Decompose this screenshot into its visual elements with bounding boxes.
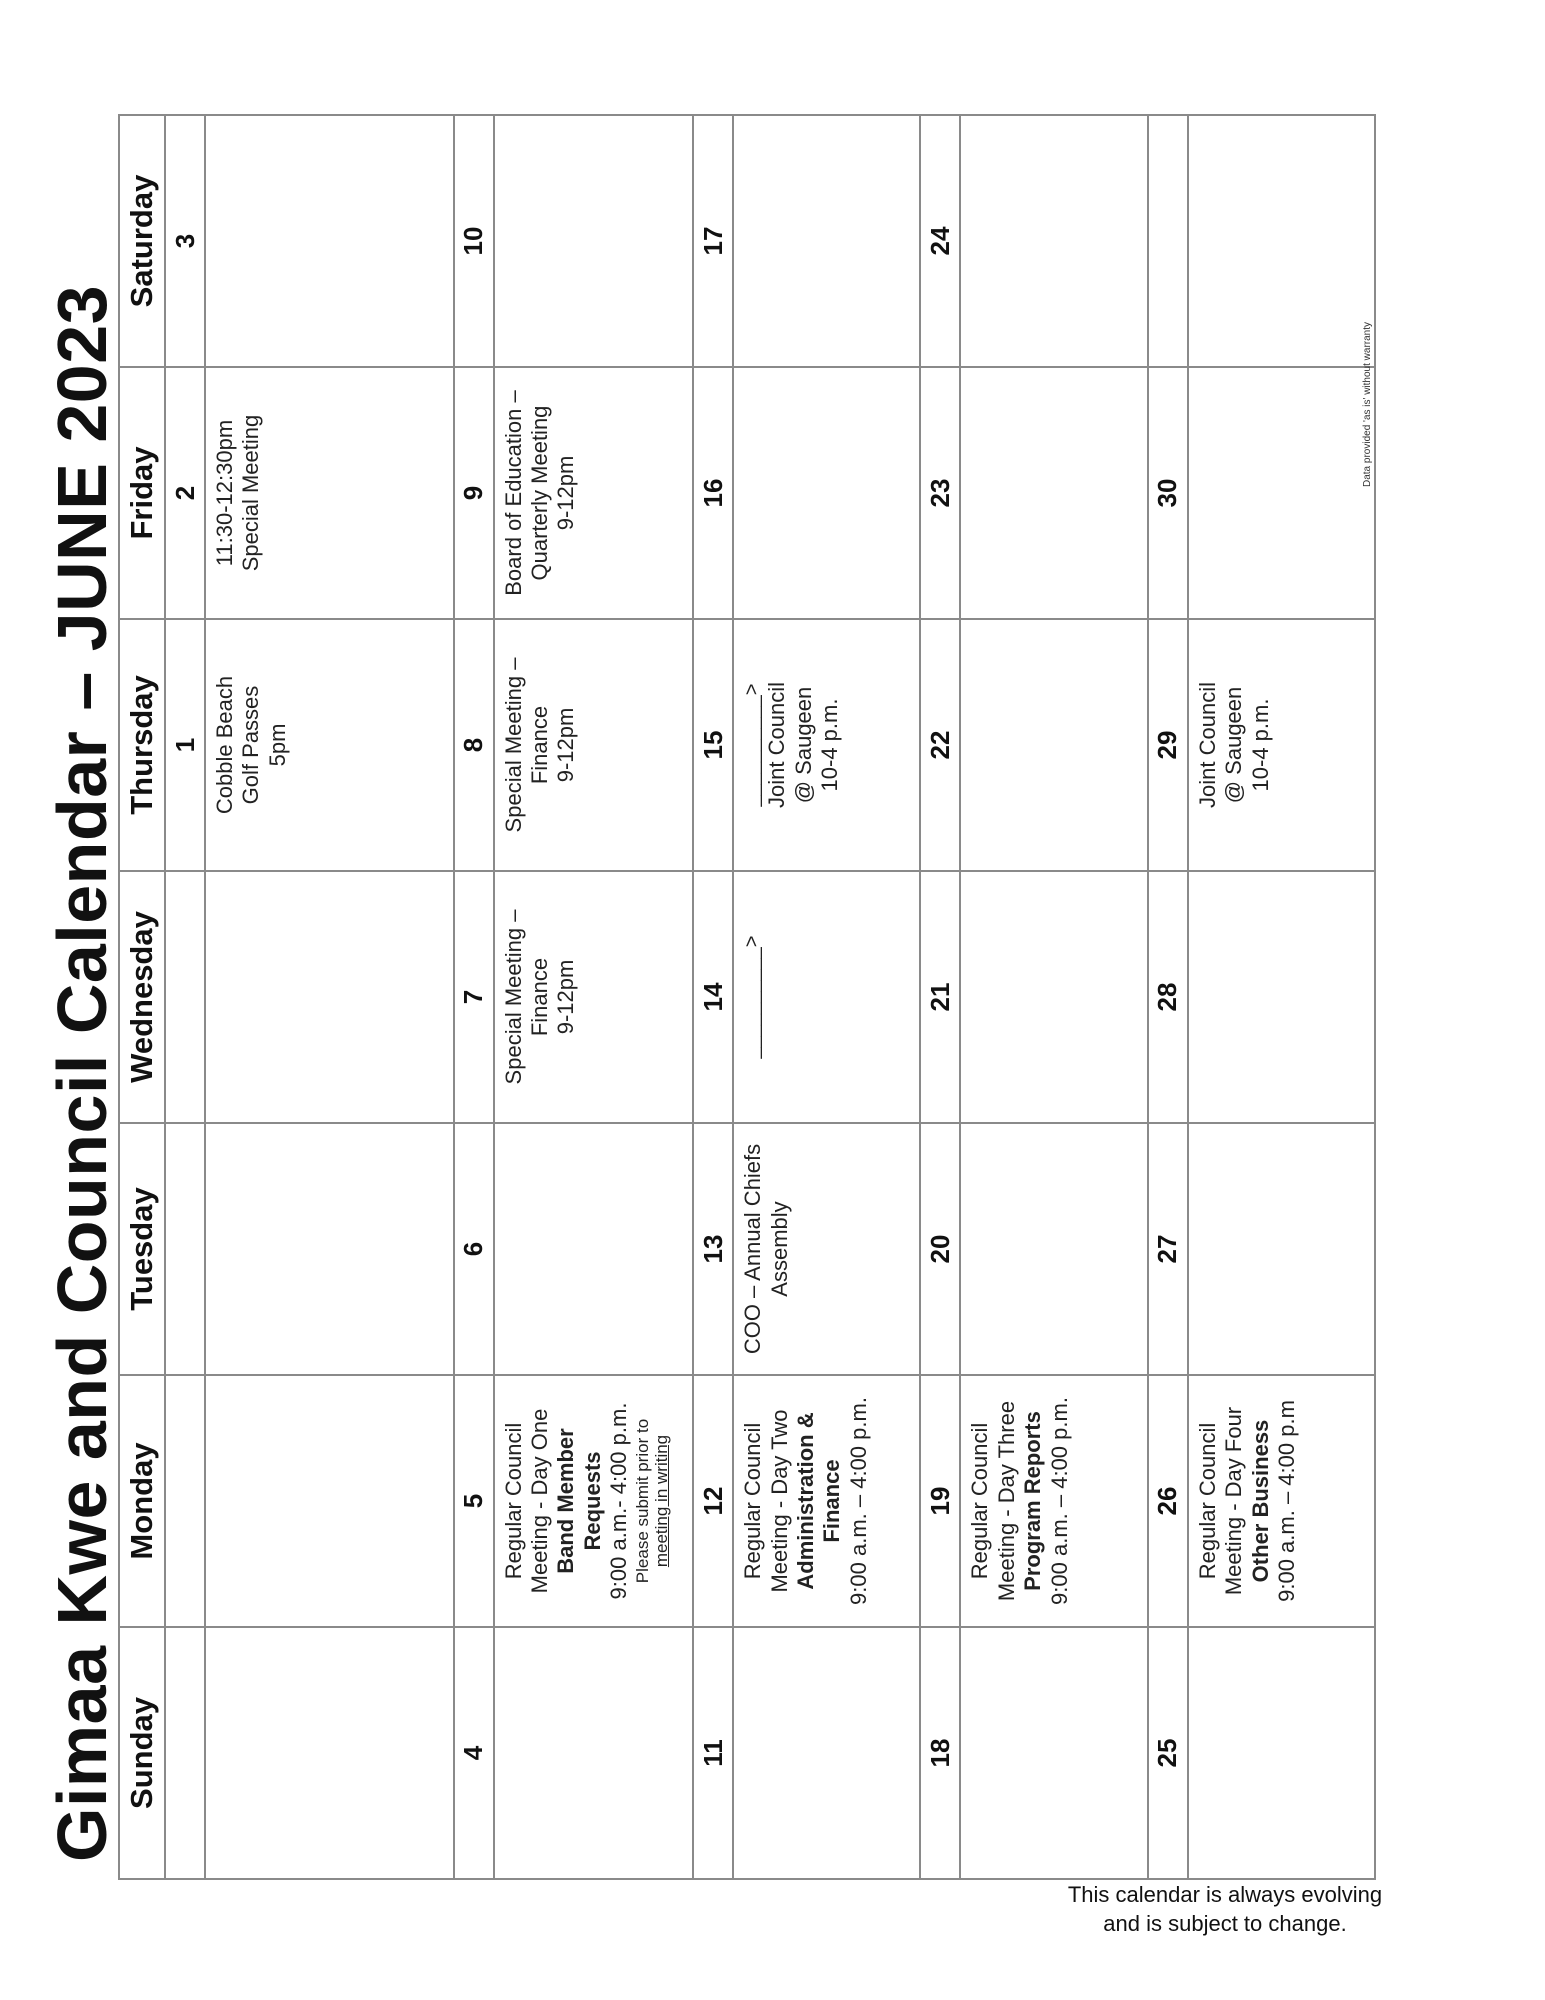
event-line: 9-12pm bbox=[553, 707, 579, 783]
day-number: 9 bbox=[454, 367, 494, 619]
week-number-row bbox=[693, 115, 733, 1879]
event-line: 9:00 a.m.- 4:00 p.m. bbox=[606, 1402, 632, 1600]
day-number: 24 bbox=[920, 115, 960, 367]
event-line: Regular Council bbox=[967, 1422, 993, 1580]
day-number: 22 bbox=[920, 619, 960, 871]
day-cell bbox=[960, 619, 1147, 871]
day-number: 21 bbox=[920, 871, 960, 1123]
event-line: Special Meeting – bbox=[500, 909, 526, 1085]
week-body-row bbox=[205, 115, 453, 1879]
event-line: Regular Council bbox=[1194, 1422, 1220, 1580]
day-cell bbox=[960, 367, 1147, 619]
day-cell bbox=[205, 1375, 453, 1627]
day-cell bbox=[494, 1123, 693, 1375]
weekday-header: Friday bbox=[119, 367, 165, 619]
day-number: 5 bbox=[454, 1375, 494, 1627]
disclaimer-text: Data provided 'as is' without warranty bbox=[1362, 321, 1373, 487]
event-line: @ Saugeen bbox=[790, 686, 816, 804]
day-number: 25 bbox=[1148, 1627, 1188, 1879]
event-line: Board of Education – bbox=[500, 390, 526, 596]
week-number-row bbox=[165, 115, 205, 1879]
event-line: Meeting - Day Two bbox=[766, 1409, 792, 1593]
day-number: 28 bbox=[1148, 871, 1188, 1123]
event-line: Please submit prior to bbox=[632, 1418, 652, 1584]
day-cell bbox=[733, 1375, 920, 1627]
continuation-arrow: __________> bbox=[741, 683, 764, 807]
day-number: 10 bbox=[454, 115, 494, 367]
event-line: 9:00 a.m. – 4:00 p.m bbox=[1273, 1400, 1299, 1602]
day-cell bbox=[494, 1375, 693, 1627]
day-cell bbox=[1188, 1375, 1375, 1627]
day-cell bbox=[960, 1627, 1147, 1879]
day-cell bbox=[494, 367, 693, 619]
day-cell bbox=[494, 115, 693, 367]
day-number: 4 bbox=[454, 1627, 494, 1879]
footer-note bbox=[1035, 1880, 1415, 1938]
week-body-row bbox=[1188, 115, 1375, 1879]
day-cell bbox=[1188, 1123, 1375, 1375]
event-line: COO – Annual Chiefs bbox=[740, 1143, 766, 1355]
day-number: 16 bbox=[693, 367, 733, 619]
event-line: Quarterly Meeting bbox=[527, 405, 553, 581]
day-cell bbox=[733, 871, 920, 1123]
day-cell bbox=[494, 1627, 693, 1879]
event-line: Special Meeting – bbox=[500, 657, 526, 833]
event-line: Regular Council bbox=[500, 1422, 526, 1580]
day-cell bbox=[1188, 1627, 1375, 1879]
day-number: 7 bbox=[454, 871, 494, 1123]
day-cell bbox=[733, 115, 920, 367]
day-number: 12 bbox=[693, 1375, 733, 1627]
day-number bbox=[165, 871, 205, 1123]
calendar-weeks bbox=[165, 115, 1375, 1879]
day-cell bbox=[205, 1123, 453, 1375]
day-cell bbox=[960, 871, 1147, 1123]
event-line: 10-4 p.m. bbox=[1247, 698, 1273, 792]
day-number: 27 bbox=[1148, 1123, 1188, 1375]
event-line: Joint Council bbox=[1194, 682, 1220, 808]
weekday-header: Tuesday bbox=[119, 1123, 165, 1375]
day-number bbox=[165, 1375, 205, 1627]
day-number: 29 bbox=[1148, 619, 1188, 871]
day-number: 15 bbox=[693, 619, 733, 871]
event-line: Cobble Beach bbox=[212, 675, 238, 815]
day-number: 26 bbox=[1148, 1375, 1188, 1627]
day-number bbox=[165, 1627, 205, 1879]
continuation-arrow: __________> bbox=[741, 935, 764, 1059]
day-cell bbox=[1188, 871, 1375, 1123]
event-line: Other Business bbox=[1247, 1419, 1273, 1583]
event-line: 9:00 a.m. – 4:00 p.m. bbox=[845, 1397, 871, 1605]
event-line: Administration & bbox=[792, 1412, 818, 1590]
day-number: 17 bbox=[693, 115, 733, 367]
day-number: 8 bbox=[454, 619, 494, 871]
day-cell bbox=[494, 871, 693, 1123]
weekday-header: Wednesday bbox=[119, 871, 165, 1123]
day-number: 11 bbox=[693, 1627, 733, 1879]
week-number-row bbox=[1148, 115, 1188, 1879]
event-line: Finance bbox=[527, 957, 553, 1037]
day-cell bbox=[1188, 619, 1375, 871]
event-line: 9:00 a.m. – 4:00 p.m. bbox=[1046, 1397, 1072, 1605]
event-line: 5pm bbox=[264, 723, 290, 767]
day-cell bbox=[205, 871, 453, 1123]
event-line: Meeting - Day Four bbox=[1221, 1406, 1247, 1596]
event-line: Regular Council bbox=[740, 1422, 766, 1580]
day-number: 30 bbox=[1148, 367, 1188, 619]
day-cell bbox=[733, 619, 920, 871]
day-number: 13 bbox=[693, 1123, 733, 1375]
event-line: Assembly bbox=[766, 1201, 792, 1297]
day-number: 3 bbox=[165, 115, 205, 367]
event-line: Band Member bbox=[553, 1428, 579, 1574]
day-cell bbox=[960, 115, 1147, 367]
week-body-row bbox=[960, 115, 1147, 1879]
page-title: Gimaa Kwe and Council Calendar – JUNE 2023 bbox=[43, 284, 121, 1862]
day-number bbox=[1148, 115, 1188, 367]
event-line: 10-4 p.m. bbox=[816, 698, 842, 792]
day-number: 2 bbox=[165, 367, 205, 619]
calendar-grid bbox=[118, 114, 1376, 1880]
event-line: 9-12pm bbox=[553, 959, 579, 1035]
weekday-header: Thursday bbox=[119, 619, 165, 871]
footer-line: and is subject to change. bbox=[1103, 1911, 1347, 1936]
event-line: Joint Council bbox=[764, 682, 790, 808]
event-line: Finance bbox=[819, 1459, 845, 1543]
day-cell bbox=[733, 1123, 920, 1375]
day-number: 18 bbox=[920, 1627, 960, 1879]
event-line: Golf Passes bbox=[238, 685, 264, 805]
weekday-header: Sunday bbox=[119, 1627, 165, 1879]
event-line: @ Saugeen bbox=[1221, 686, 1247, 804]
week-body-row bbox=[733, 115, 920, 1879]
day-cell bbox=[205, 115, 453, 367]
day-cell bbox=[733, 1627, 920, 1879]
day-cell bbox=[1188, 115, 1375, 367]
day-number: 1 bbox=[165, 619, 205, 871]
weekday-header: Saturday bbox=[119, 115, 165, 367]
rotated-calendar-page bbox=[0, 102, 1430, 1882]
day-cell bbox=[205, 1627, 453, 1879]
event-line: Requests bbox=[579, 1451, 605, 1551]
week-number-row bbox=[454, 115, 494, 1879]
day-cell bbox=[960, 1123, 1147, 1375]
day-number: 20 bbox=[920, 1123, 960, 1375]
event-line: 11:30-12:30pm bbox=[212, 419, 238, 567]
day-cell bbox=[960, 1375, 1147, 1627]
day-number bbox=[165, 1123, 205, 1375]
day-cell bbox=[205, 619, 453, 871]
event-line: Finance bbox=[527, 705, 553, 785]
week-number-row bbox=[920, 115, 960, 1879]
day-cell bbox=[1188, 367, 1375, 619]
event-line: Meeting - Day Three bbox=[993, 1400, 1019, 1602]
day-cell bbox=[733, 367, 920, 619]
day-number: 14 bbox=[693, 871, 733, 1123]
day-number: 19 bbox=[920, 1375, 960, 1627]
event-line: meeting in writing bbox=[652, 1434, 672, 1568]
event-line: Meeting - Day One bbox=[527, 1408, 553, 1594]
day-number: 23 bbox=[920, 367, 960, 619]
week-body-row bbox=[494, 115, 693, 1879]
event-line: 9-12pm bbox=[553, 455, 579, 531]
event-line: Special Meeting bbox=[238, 414, 264, 572]
day-cell bbox=[494, 619, 693, 871]
weekday-header-row bbox=[119, 115, 165, 1879]
event-line: Program Reports bbox=[1020, 1411, 1046, 1591]
footer-line: This calendar is always evolving bbox=[1067, 1882, 1383, 1907]
weekday-header: Monday bbox=[119, 1375, 165, 1627]
day-cell bbox=[205, 367, 453, 619]
day-number: 6 bbox=[454, 1123, 494, 1375]
